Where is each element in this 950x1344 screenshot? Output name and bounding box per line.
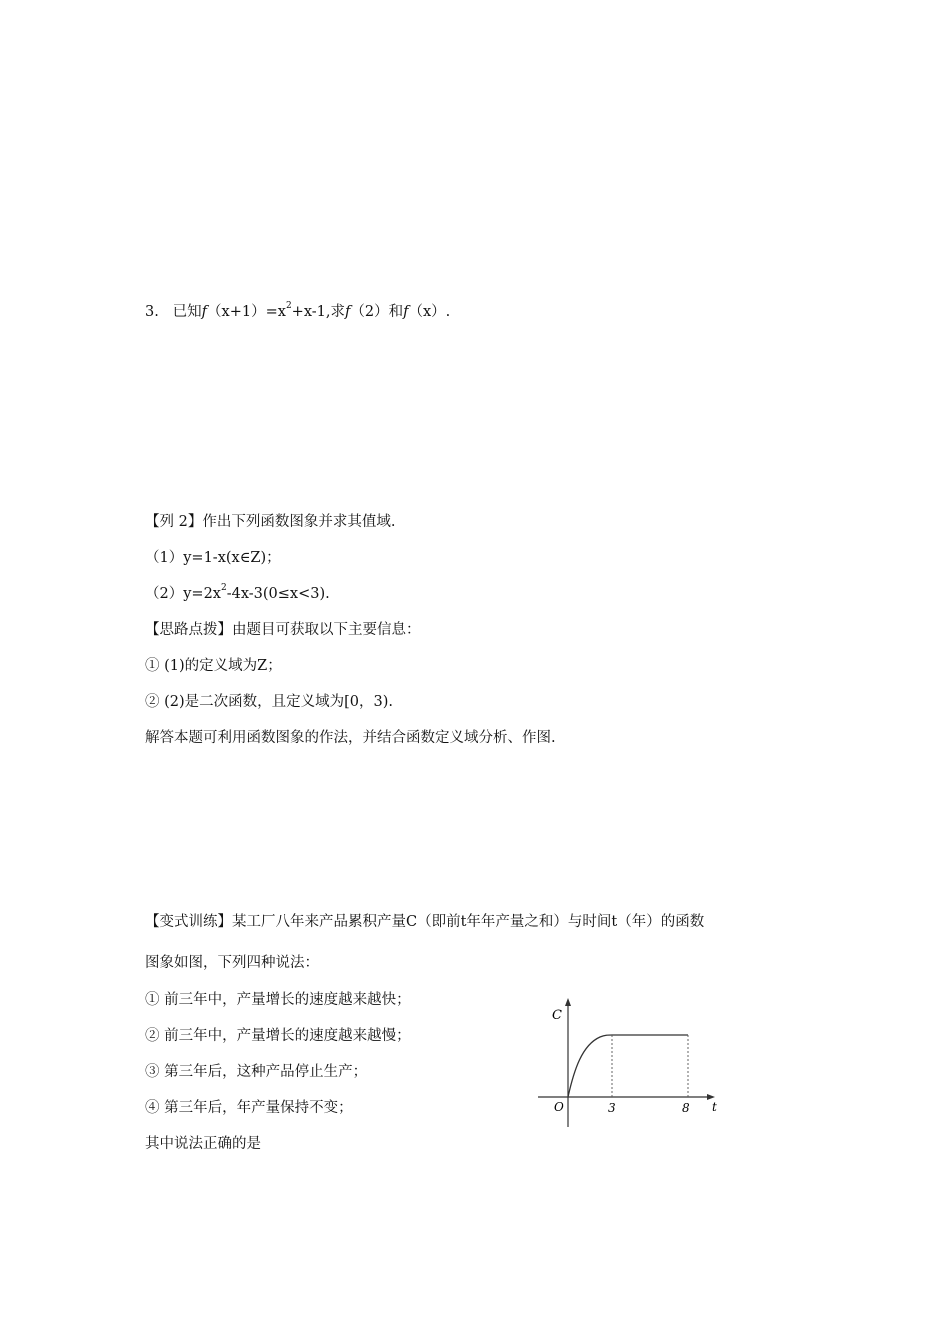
function-symbol: f	[403, 304, 409, 320]
origin-label: O	[554, 1100, 564, 1114]
variant-option-2: ② 前三年中，产量增长的速度越来越慢；	[145, 1028, 411, 1044]
variant-option-1: ① 前三年中，产量增长的速度越来越快；	[145, 992, 411, 1008]
problem-text: （x）.	[408, 304, 451, 320]
formula-part: -4x-3(0≤x<3).	[226, 586, 330, 602]
formula-part: （2）y=2x	[145, 586, 221, 602]
tick-label-8: 8	[682, 1101, 690, 1115]
tick-label-3: 3	[608, 1101, 616, 1115]
problem-text: （x+1）=x	[207, 304, 286, 320]
hint-1: ① (1)的定义域为Z；	[145, 658, 282, 674]
growth-curve	[568, 1035, 612, 1097]
exponent: 2	[285, 301, 292, 312]
production-graph	[530, 995, 730, 1135]
variant-option-4: ④ 第三年后，年产量保持不变；	[145, 1100, 353, 1116]
y-axis-arrow	[565, 998, 571, 1006]
problem-number: 3.	[145, 304, 159, 320]
function-symbol: f	[344, 304, 351, 320]
example-2-item-2	[145, 584, 330, 604]
variant-line-1: 【变式训练】某工厂八年来产品累积产量C（即前t年年产量之和）与时间t（年）的函数	[145, 914, 705, 930]
problem-text-prefix: 已知	[172, 304, 202, 320]
example-2-heading: 【列 2】作出下列函数图象并求其值域.	[145, 514, 396, 530]
problem-text: （2）和	[350, 304, 404, 320]
exponent: 2	[220, 583, 227, 594]
y-axis-label: C	[552, 1008, 562, 1023]
variant-option-3: ③ 第三年后，这种产品停止生产；	[145, 1064, 368, 1080]
hint-heading: 【思路点拨】由题目可获取以下主要信息：	[145, 622, 421, 638]
example-2-item-1: （1）y=1-x(x∈Z)；	[145, 550, 281, 566]
variant-question: 其中说法正确的是	[145, 1136, 261, 1152]
x-axis-label: t	[712, 1100, 717, 1114]
problem-text: +x-1,求	[291, 304, 345, 320]
function-symbol: f	[201, 304, 208, 320]
variant-line-2: 图象如图，下列四种说法：	[145, 955, 319, 971]
conclusion: 解答本题可利用函数图象的作法，并结合函数定义域分析、作图.	[145, 730, 556, 746]
hint-2: ② (2)是二次函数，且定义域为[0，3).	[145, 694, 394, 710]
problem-3	[145, 302, 450, 322]
